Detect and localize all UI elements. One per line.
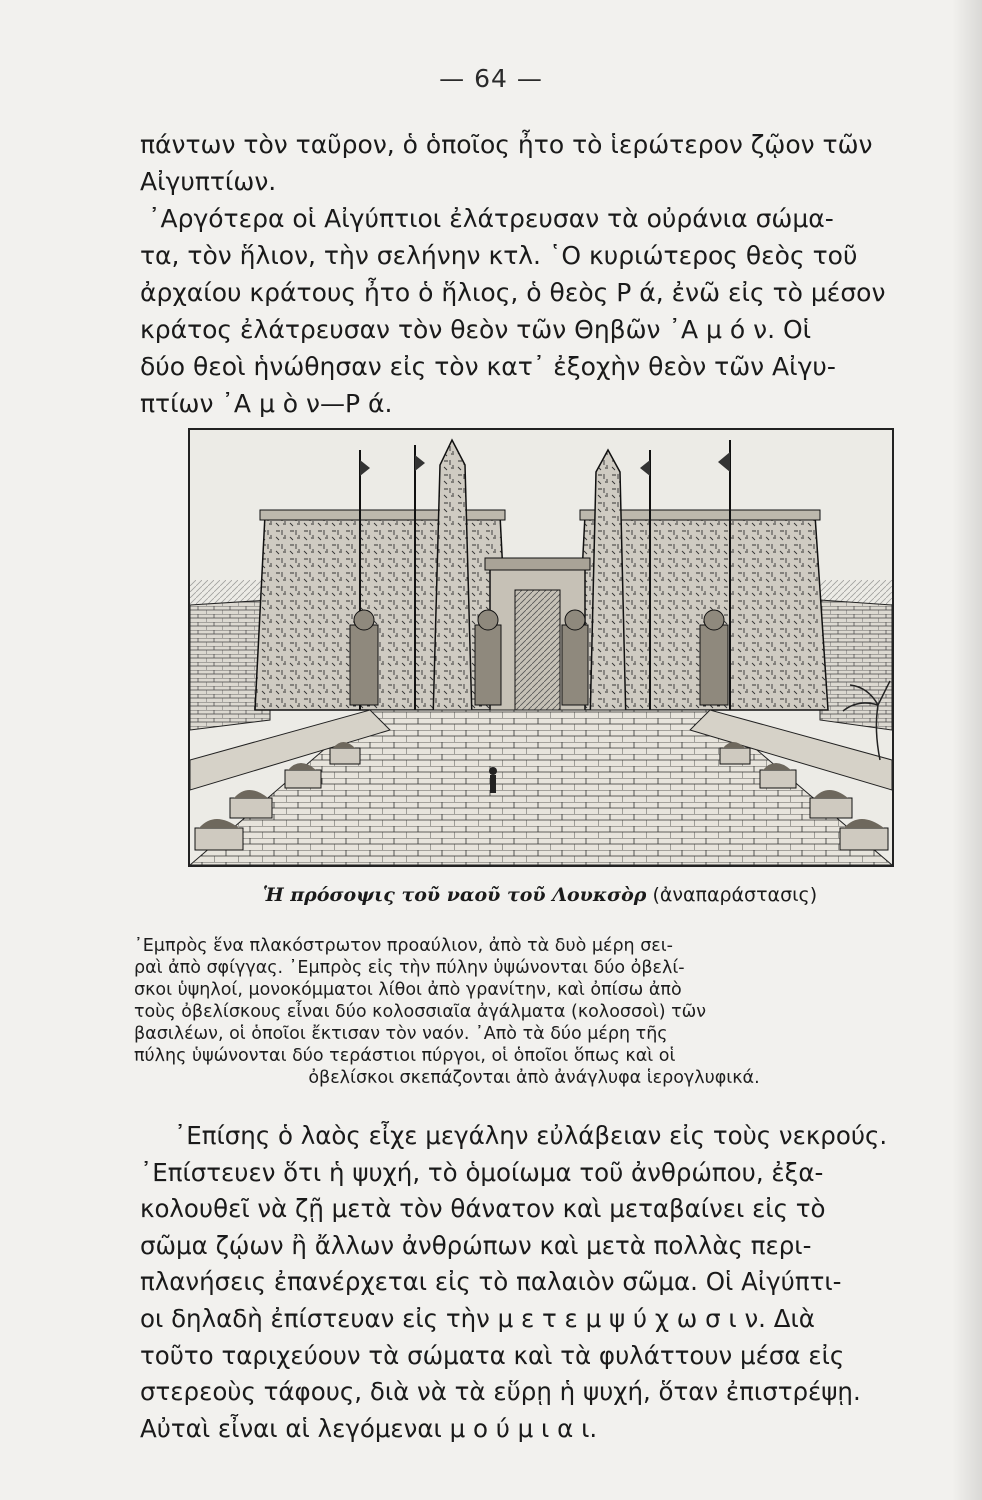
caption-title: Ἡ πρόσοψις τοῦ ναοῦ τοῦ Λουκσὸρ [262, 884, 647, 906]
desc-line: βασιλέων, οἱ ὁποῖοι ἔκτισαν τὸν ναόν. ᾿Απὸ τὰ δύο μέρη τῆς [134, 1024, 668, 1044]
page-number: — 64 — [439, 64, 543, 93]
caption-note: (ἀναπαράστασις) [652, 884, 818, 906]
text-line: ἀρχαίου κράτους ἦτο ὁ ἥλιος, ὁ θεὸς Ρ ά, ἐνῶ εἰς τὸ μέσον [140, 278, 886, 307]
text-line: κράτος ἐλάτρευσαν τὸν θεὸν τῶν Θηβῶν ᾿Α μ ό ν. Οἱ [140, 315, 812, 344]
text-line: Αἰγυπτίων. [140, 167, 277, 196]
desc-line: ραὶ ἀπὸ σφίγγας. ᾿Εμπρὸς εἰς τὴν πύλην ὑψώνονται δύο ὀβελί- [134, 958, 685, 978]
desc-line: σκοι ὑψηλοί, μονοκόμματοι λίθοι ἀπὸ γρανίτην, καὶ ὀπίσω ἀπὸ [134, 980, 682, 1000]
desc-line: ὀβελίσκοι σκεπάζονται ἀπὸ ἀνάγλυφα ἱερογλυφικά. [308, 1068, 760, 1088]
text-line: στερεοὺς τάφους, διὰ νὰ τὰ εὕρῃ ἡ ψυχή, ὅταν ἐπιστρέψῃ. [140, 1377, 861, 1407]
desc-line: τοὺς ὀβελίσκους εἶναι δύο κολοσσιαῖα ἀγάλματα (κολοσσοὶ) τῶν [134, 1002, 707, 1022]
text-line: δύο θεοὶ ἡνώθησαν εἰς τὸν κατ᾿ ἐξοχὴν θεὸν τῶν Αἰγυ- [140, 352, 836, 381]
desc-line: πύλης ὑψώνονται δύο τεράστιοι πύργοι, οἱ ὁποῖοι ὅπως καὶ οἱ [134, 1046, 676, 1066]
figure-description [134, 935, 934, 1089]
text-line: ᾿Αργότερα οἱ Αἰγύπτιοι ἐλάτρευσαν τὰ οὐράνια σώμα- [148, 204, 834, 233]
text-line: πτίων ᾿Α μ ὸ ν—Ρ ά. [140, 389, 393, 418]
text-line: πλανήσεις ἐπανέρχεται εἰς τὸ παλαιὸν σῶμα. Οἱ Αἰγύπτι- [140, 1267, 842, 1297]
text-line: οι δηλαδὴ ἐπίστευαν εἰς τὴν μ ε τ ε μ ψ ύ χ ω σ ι ν. Διὰ [140, 1303, 815, 1333]
page-edge-shadow [952, 0, 982, 1500]
figure-caption [140, 884, 940, 906]
text-line: τοῦτο ταριχεύουν τὰ σώματα καὶ τὰ φυλάττουν μέσα εἰς [140, 1340, 845, 1370]
text-line: Αὐταὶ εἶναι αἱ λεγόμεναι μ ο ύ μ ι α ι. [140, 1413, 598, 1443]
temple-illustration [190, 430, 892, 865]
text-line: κολουθεῖ νὰ ζῇ μετὰ τὸν θάνατον καὶ μεταβαίνει εἰς τὸ [140, 1194, 826, 1224]
paragraph-afterlife [140, 1118, 940, 1447]
text-line: ᾿Επίστευεν ὅτι ἡ ψυχή, τὸ ὁμοίωμα τοῦ ἀνθρώπου, ἐξα- [140, 1157, 824, 1187]
text-line: τα, τὸν ἥλιον, τὴν σελήνην κτλ. ῾Ο κυριώτερος θεὸς τοῦ [140, 241, 858, 270]
desc-line: ᾿Εμπρὸς ἕνα πλακόστρωτον προαύλιον, ἀπὸ τὰ δυὸ μέρη σει- [134, 936, 673, 956]
text-line: σῶμα ζῴων ἢ ἄλλων ἀνθρώπων καὶ μετὰ πολλὰς περι- [140, 1230, 812, 1260]
text-line: ᾿Επίσης ὁ λαὸς εἶχε μεγάλην εὐλάβειαν εἰς τοὺς νεκρούς. [174, 1121, 888, 1150]
luxor-temple-engraving [188, 428, 894, 867]
text-line: πάντων τὸν ταῦρον, ὁ ὁποῖος ἦτο τὸ ἱερώτερον ζῷον τῶν [140, 130, 873, 159]
paragraph-gods [140, 126, 940, 422]
